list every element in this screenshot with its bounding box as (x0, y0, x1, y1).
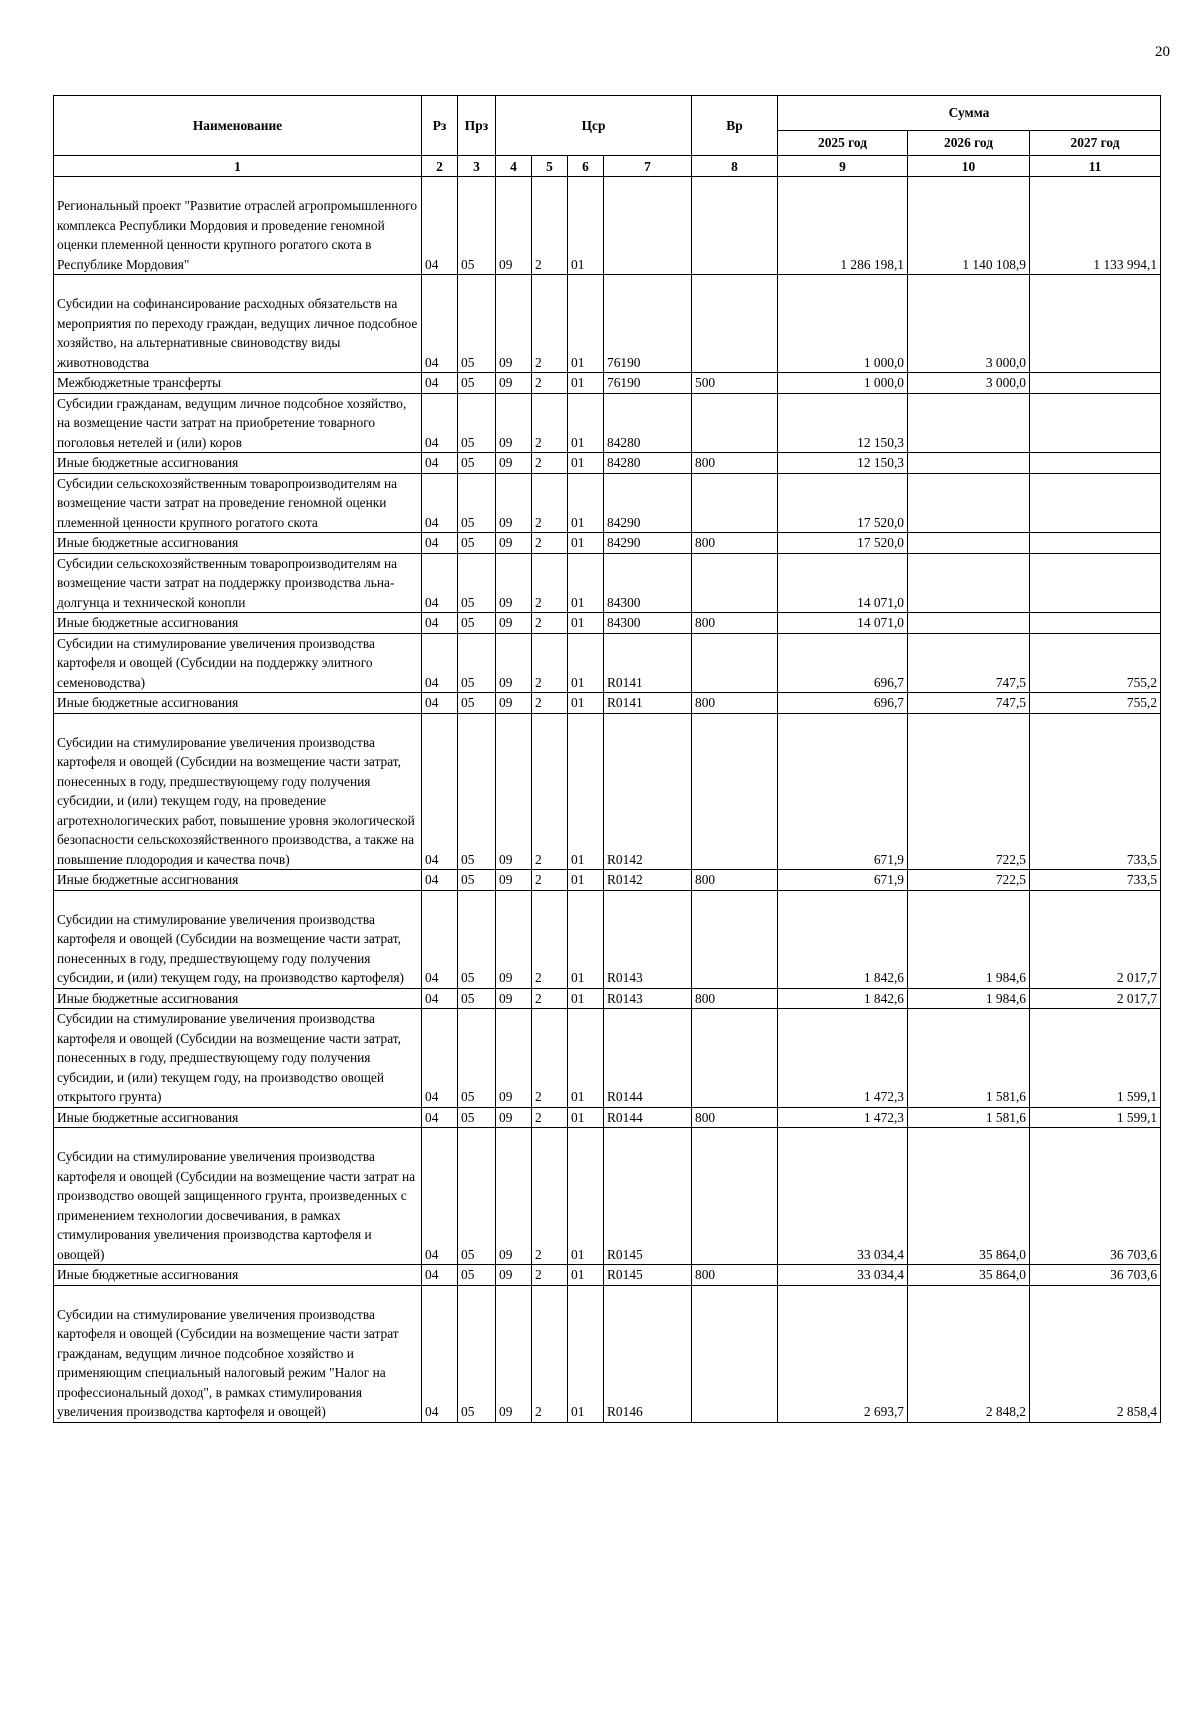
sum-2026 (908, 453, 1030, 474)
sum-2027: 36 703,6 (1030, 1128, 1161, 1265)
sum-2027 (1030, 373, 1161, 394)
sum-2027: 733,5 (1030, 870, 1161, 891)
rz-code: 04 (422, 1128, 458, 1265)
prz-code: 05 (458, 275, 496, 373)
prz-code: 05 (458, 890, 496, 988)
sum-2025: 671,9 (778, 870, 908, 891)
tsr-code-part: 2 (532, 890, 568, 988)
row-name: Иные бюджетные ассигнования (54, 533, 422, 554)
sum-2025: 1 472,3 (778, 1107, 908, 1128)
tsr-code-part: 84290 (604, 533, 692, 554)
tsr-code-part: 84300 (604, 553, 692, 613)
tsr-code-part: 09 (496, 613, 532, 634)
vr-code (692, 713, 778, 870)
table-row (54, 553, 1161, 613)
vr-code (692, 633, 778, 693)
tsr-code-part: 2 (532, 275, 568, 373)
header-year-2026: 2026 год (908, 131, 1030, 156)
rz-code: 04 (422, 713, 458, 870)
sum-2027 (1030, 553, 1161, 613)
row-name: Субсидии сельскохозяйственным товаропроизводителям на возмещение части затрат на поддержку производства льна-долгунца и технической конопли (54, 553, 422, 613)
tsr-code-part: 01 (568, 1009, 604, 1108)
row-name: Иные бюджетные ассигнования (54, 870, 422, 891)
row-name-text: Субсидии на стимулирование увеличения производства картофеля и овощей (Субсидии на возмещение части затрат гражданам, ведущим личное подсобное хозяйство и применяющим специальный налоговый режим "Налог на профессиональный доход", в рамках стимулирования увеличения производства картофеля и овощей) (57, 1306, 399, 1419)
tsr-code-part: 2 (532, 1009, 568, 1108)
tsr-code-part: 2 (532, 633, 568, 693)
sum-2025: 33 034,4 (778, 1128, 908, 1265)
sum-2025: 14 071,0 (778, 553, 908, 613)
tsr-code-part: 01 (568, 473, 604, 533)
sum-2025: 12 150,3 (778, 453, 908, 474)
tsr-code-part: 2 (532, 473, 568, 533)
sum-2025: 1 000,0 (778, 373, 908, 394)
row-name: Иные бюджетные ассигнования (54, 988, 422, 1009)
prz-code: 05 (458, 533, 496, 554)
sum-2026: 1 581,6 (908, 1009, 1030, 1108)
tsr-code-part: 09 (496, 693, 532, 714)
row-name: Иные бюджетные ассигнования (54, 453, 422, 474)
tsr-code-part: 2 (532, 693, 568, 714)
tsr-code-part: 09 (496, 633, 532, 693)
budget-table (53, 95, 1161, 1423)
tsr-code-part: 01 (568, 373, 604, 394)
sum-2027 (1030, 453, 1161, 474)
header-year-2025: 2025 год (778, 131, 908, 156)
tsr-code-part: 09 (496, 1107, 532, 1128)
tsr-code-part: 01 (568, 988, 604, 1009)
tsr-code-part: 2 (532, 870, 568, 891)
row-name: Субсидии на стимулирование увеличения производства картофеля и овощей (Субсидии на возмещение части затрат, понесенных в году, предшествующему году получения субсидии, и (или) текущем году, на производство овощей открытого грунта) (54, 1009, 422, 1108)
tsr-code-part: 01 (568, 275, 604, 373)
rz-code: 04 (422, 393, 458, 453)
row-name-text: Региональный проект "Развитие отраслей агропромышленного комплекса Республики Мордовия и проведение геномной оценки племенной ценности крупного рогатого скота в Республике Мордовия" (57, 198, 418, 272)
sum-2025: 2 693,7 (778, 1285, 908, 1422)
tsr-code-part: 01 (568, 453, 604, 474)
sum-2025: 1 472,3 (778, 1009, 908, 1108)
sum-2025: 1 842,6 (778, 890, 908, 988)
rz-code: 04 (422, 177, 458, 275)
tsr-code-part: 84280 (604, 393, 692, 453)
col-number: 4 (496, 156, 532, 177)
prz-code: 05 (458, 713, 496, 870)
vr-code (692, 1009, 778, 1108)
tsr-code-part (604, 177, 692, 275)
prz-code: 05 (458, 1128, 496, 1265)
tsr-code-part: 2 (532, 1128, 568, 1265)
tsr-code-part: 09 (496, 453, 532, 474)
sum-2026 (908, 533, 1030, 554)
col-number: 9 (778, 156, 908, 177)
tsr-code-part: 2 (532, 1107, 568, 1128)
tsr-code-part: 2 (532, 373, 568, 394)
sum-2027: 2 017,7 (1030, 890, 1161, 988)
tsr-code-part: 2 (532, 553, 568, 613)
prz-code: 05 (458, 453, 496, 474)
tsr-code-part: R0142 (604, 870, 692, 891)
sum-2025: 696,7 (778, 693, 908, 714)
row-name-text: Субсидии на стимулирование увеличения производства картофеля и овощей (Субсидии на возмещение части затрат, понесенных в году, предшествующему году получения субсидии, и (или) текущем году, на проведение агротехнологических работ, повышение уровня экологической безопасности сельскохозяйственного производства, а также на повышение плодородия и качества почв) (57, 734, 415, 867)
row-name: Межбюджетные трансферты (54, 373, 422, 394)
tsr-code-part: 01 (568, 890, 604, 988)
sum-2026: 1 984,6 (908, 988, 1030, 1009)
sum-2027: 1 599,1 (1030, 1009, 1161, 1108)
sum-2027 (1030, 533, 1161, 554)
sum-2026: 747,5 (908, 633, 1030, 693)
prz-code: 05 (458, 633, 496, 693)
vr-code (692, 1128, 778, 1265)
tsr-code-part: 09 (496, 870, 532, 891)
prz-code: 05 (458, 177, 496, 275)
tsr-code-part: 09 (496, 1009, 532, 1108)
rz-code: 04 (422, 1265, 458, 1286)
row-name: Субсидии на стимулирование увеличения производства картофеля и овощей (Субсидии на поддержку элитного семеноводства) (54, 633, 422, 693)
table-row (54, 1009, 1161, 1108)
sum-2027: 2 858,4 (1030, 1285, 1161, 1422)
tsr-code-part: 09 (496, 393, 532, 453)
header-vr: Вр (692, 96, 778, 156)
tsr-code-part: 09 (496, 988, 532, 1009)
row-name-text: Субсидии на стимулирование увеличения производства картофеля и овощей (Субсидии на возмещение части затрат, понесенных в году, предшествующему году получения субсидии, и (или) текущем году, на производство картофеля) (57, 911, 405, 985)
tsr-code-part: 2 (532, 1265, 568, 1286)
sum-2027: 755,2 (1030, 693, 1161, 714)
vr-code: 800 (692, 870, 778, 891)
table-body (54, 177, 1161, 1423)
table-row (54, 1265, 1161, 1286)
sum-2026: 722,5 (908, 713, 1030, 870)
vr-code: 800 (692, 1107, 778, 1128)
tsr-code-part: 09 (496, 373, 532, 394)
sum-2025: 14 071,0 (778, 613, 908, 634)
column-number-row (54, 156, 1161, 177)
vr-code (692, 275, 778, 373)
table-row (54, 533, 1161, 554)
sum-2026: 2 848,2 (908, 1285, 1030, 1422)
tsr-code-part: 84300 (604, 613, 692, 634)
tsr-code-part: R0141 (604, 693, 692, 714)
sum-2025: 1 000,0 (778, 275, 908, 373)
col-number: 3 (458, 156, 496, 177)
tsr-code-part: 2 (532, 613, 568, 634)
sum-2027 (1030, 613, 1161, 634)
vr-code: 800 (692, 988, 778, 1009)
vr-code: 800 (692, 1265, 778, 1286)
col-number: 1 (54, 156, 422, 177)
table-row (54, 373, 1161, 394)
prz-code: 05 (458, 393, 496, 453)
prz-code: 05 (458, 373, 496, 394)
tsr-code-part: 01 (568, 1285, 604, 1422)
header-name: Наименование (54, 96, 422, 156)
rz-code: 04 (422, 453, 458, 474)
tsr-code-part: 01 (568, 393, 604, 453)
tsr-code-part: 01 (568, 1265, 604, 1286)
rz-code: 04 (422, 275, 458, 373)
tsr-code-part: 09 (496, 713, 532, 870)
row-name (54, 890, 422, 988)
header-year-2027: 2027 год (1030, 131, 1161, 156)
sum-2026: 722,5 (908, 870, 1030, 891)
rz-code: 04 (422, 613, 458, 634)
tsr-code-part: 84280 (604, 453, 692, 474)
table-row (54, 713, 1161, 870)
tsr-code-part: 2 (532, 453, 568, 474)
sum-2025: 17 520,0 (778, 473, 908, 533)
tsr-code-part: 09 (496, 533, 532, 554)
sum-2025: 12 150,3 (778, 393, 908, 453)
tsr-code-part: 09 (496, 1265, 532, 1286)
tsr-code-part: R0143 (604, 988, 692, 1009)
tsr-code-part: R0146 (604, 1285, 692, 1422)
col-number: 2 (422, 156, 458, 177)
table-row (54, 453, 1161, 474)
table-row (54, 870, 1161, 891)
prz-code: 05 (458, 553, 496, 613)
vr-code (692, 393, 778, 453)
rz-code: 04 (422, 1285, 458, 1422)
header-tsr: Цср (496, 96, 692, 156)
prz-code: 05 (458, 870, 496, 891)
header-prz: Прз (458, 96, 496, 156)
sum-2025: 1 842,6 (778, 988, 908, 1009)
sum-2025: 17 520,0 (778, 533, 908, 554)
prz-code: 05 (458, 1285, 496, 1422)
sum-2025: 671,9 (778, 713, 908, 870)
vr-code (692, 1285, 778, 1422)
sum-2027: 36 703,6 (1030, 1265, 1161, 1286)
table-row (54, 177, 1161, 275)
row-name: Иные бюджетные ассигнования (54, 693, 422, 714)
tsr-code-part: 2 (532, 988, 568, 1009)
rz-code: 04 (422, 870, 458, 891)
tsr-code-part: 76190 (604, 275, 692, 373)
table-row (54, 275, 1161, 373)
tsr-code-part: 09 (496, 1285, 532, 1422)
tsr-code-part: R0144 (604, 1009, 692, 1108)
tsr-code-part: 09 (496, 890, 532, 988)
sum-2026: 3 000,0 (908, 275, 1030, 373)
tsr-code-part: 01 (568, 713, 604, 870)
sum-2027: 1 599,1 (1030, 1107, 1161, 1128)
tsr-code-part: 09 (496, 1128, 532, 1265)
sum-2026: 35 864,0 (908, 1128, 1030, 1265)
table-row (54, 693, 1161, 714)
sum-2027 (1030, 393, 1161, 453)
sum-2025: 696,7 (778, 633, 908, 693)
sum-2026: 747,5 (908, 693, 1030, 714)
tsr-code-part: R0143 (604, 890, 692, 988)
col-number: 11 (1030, 156, 1161, 177)
vr-code: 800 (692, 613, 778, 634)
row-name (54, 713, 422, 870)
table-row (54, 890, 1161, 988)
tsr-code-part: 01 (568, 1107, 604, 1128)
rz-code: 04 (422, 533, 458, 554)
table-row (54, 633, 1161, 693)
sum-2027: 1 133 994,1 (1030, 177, 1161, 275)
tsr-code-part: R0145 (604, 1265, 692, 1286)
rz-code: 04 (422, 553, 458, 613)
sum-2025: 33 034,4 (778, 1265, 908, 1286)
table-row (54, 988, 1161, 1009)
tsr-code-part: 2 (532, 177, 568, 275)
rz-code: 04 (422, 373, 458, 394)
row-name: Иные бюджетные ассигнования (54, 613, 422, 634)
sum-2027: 2 017,7 (1030, 988, 1161, 1009)
col-number: 10 (908, 156, 1030, 177)
vr-code (692, 890, 778, 988)
sum-2026: 3 000,0 (908, 373, 1030, 394)
tsr-code-part: 09 (496, 473, 532, 533)
header-sum: Сумма (778, 96, 1161, 131)
sum-2026: 1 984,6 (908, 890, 1030, 988)
tsr-code-part: 01 (568, 693, 604, 714)
col-number: 5 (532, 156, 568, 177)
page-number: 20 (1155, 44, 1170, 60)
row-name (54, 1128, 422, 1265)
vr-code: 800 (692, 453, 778, 474)
sum-2027 (1030, 473, 1161, 533)
rz-code: 04 (422, 890, 458, 988)
tsr-code-part: 01 (568, 553, 604, 613)
vr-code (692, 553, 778, 613)
tsr-code-part: 09 (496, 177, 532, 275)
tsr-code-part: R0145 (604, 1128, 692, 1265)
table-row (54, 473, 1161, 533)
sum-2026: 1 581,6 (908, 1107, 1030, 1128)
tsr-code-part: 2 (532, 533, 568, 554)
sum-2027: 733,5 (1030, 713, 1161, 870)
sum-2025: 1 286 198,1 (778, 177, 908, 275)
tsr-code-part: R0141 (604, 633, 692, 693)
row-name: Субсидии сельскохозяйственным товаропроизводителям на возмещение части затрат на проведение геномной оценки племенной ценности крупного рогатого скота (54, 473, 422, 533)
prz-code: 05 (458, 1265, 496, 1286)
rz-code: 04 (422, 693, 458, 714)
tsr-code-part: 09 (496, 553, 532, 613)
tsr-code-part: 01 (568, 1128, 604, 1265)
sum-2027 (1030, 275, 1161, 373)
col-number: 8 (692, 156, 778, 177)
rz-code: 04 (422, 1009, 458, 1108)
prz-code: 05 (458, 1107, 496, 1128)
prz-code: 05 (458, 693, 496, 714)
sum-2026 (908, 553, 1030, 613)
table-row (54, 1128, 1161, 1265)
rz-code: 04 (422, 633, 458, 693)
sum-2027: 755,2 (1030, 633, 1161, 693)
vr-code (692, 177, 778, 275)
tsr-code-part: 84290 (604, 473, 692, 533)
row-name (54, 1285, 422, 1422)
tsr-code-part: 09 (496, 275, 532, 373)
rz-code: 04 (422, 988, 458, 1009)
prz-code: 05 (458, 1009, 496, 1108)
row-name (54, 275, 422, 373)
vr-code: 800 (692, 533, 778, 554)
prz-code: 05 (458, 473, 496, 533)
vr-code (692, 473, 778, 533)
tsr-code-part: 2 (532, 393, 568, 453)
sum-2026: 1 140 108,9 (908, 177, 1030, 275)
tsr-code-part: R0144 (604, 1107, 692, 1128)
rz-code: 04 (422, 473, 458, 533)
row-name: Субсидии гражданам, ведущим личное подсобное хозяйство, на возмещение части затрат на приобретение товарного поголовья нетелей и (или) коров (54, 393, 422, 453)
row-name-text: Субсидии на стимулирование увеличения производства картофеля и овощей (Субсидии на возмещение части затрат на производство овощей защищенного грунта, произведенных с применением технологии досвечивания, в рамках стимулирования увеличения производства картофеля и овощей) (57, 1149, 416, 1262)
prz-code: 05 (458, 613, 496, 634)
table-row (54, 1107, 1161, 1128)
tsr-code-part: 2 (532, 1285, 568, 1422)
sum-2026 (908, 473, 1030, 533)
tsr-code-part: 76190 (604, 373, 692, 394)
col-number: 7 (604, 156, 692, 177)
sum-2026 (908, 393, 1030, 453)
rz-code: 04 (422, 1107, 458, 1128)
row-name-text: Субсидии на софинансирование расходных обязательств на мероприятия по переходу граждан, ведущих личное подсобное хозяйство, на альтернативные свиноводству виды животноводства (57, 296, 418, 370)
table-row (54, 613, 1161, 634)
row-name: Иные бюджетные ассигнования (54, 1107, 422, 1128)
header-rz: Рз (422, 96, 458, 156)
sum-2026: 35 864,0 (908, 1265, 1030, 1286)
prz-code: 05 (458, 988, 496, 1009)
tsr-code-part: 01 (568, 533, 604, 554)
table-row (54, 1285, 1161, 1422)
row-name: Иные бюджетные ассигнования (54, 1265, 422, 1286)
tsr-code-part: R0142 (604, 713, 692, 870)
row-name (54, 177, 422, 275)
tsr-code-part: 2 (532, 713, 568, 870)
tsr-code-part: 01 (568, 870, 604, 891)
tsr-code-part: 01 (568, 613, 604, 634)
table-row (54, 393, 1161, 453)
tsr-code-part: 01 (568, 633, 604, 693)
vr-code: 800 (692, 693, 778, 714)
sum-2026 (908, 613, 1030, 634)
vr-code: 500 (692, 373, 778, 394)
col-number: 6 (568, 156, 604, 177)
tsr-code-part: 01 (568, 177, 604, 275)
